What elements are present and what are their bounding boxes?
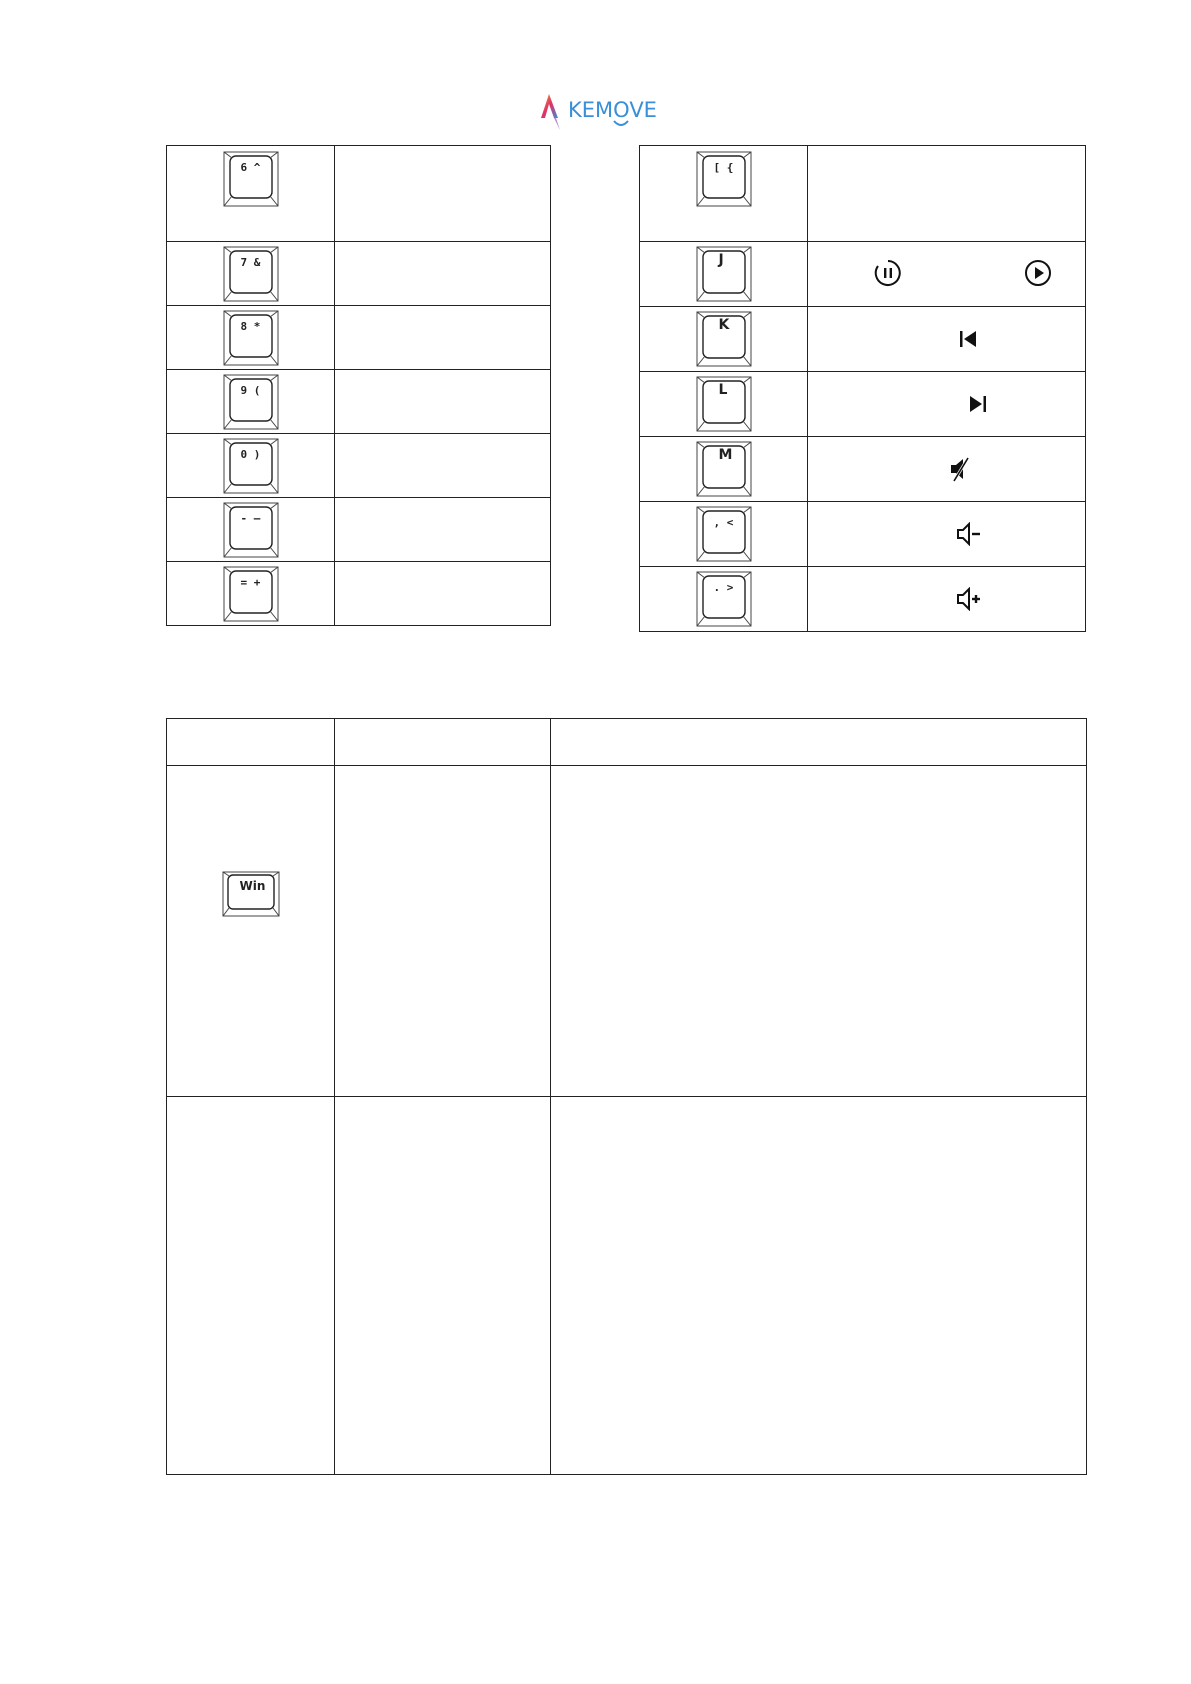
table-row (167, 562, 551, 626)
table-row (167, 370, 551, 434)
key-cell (640, 372, 808, 437)
key-cell (167, 242, 335, 306)
right-key-table (639, 145, 1086, 632)
kemove-logo-mark-icon (538, 92, 566, 132)
header-cell (551, 719, 1087, 766)
key-legend: 7 & (240, 255, 261, 269)
key-legend: , < (713, 516, 734, 529)
function-cell (808, 502, 1086, 567)
bottom-key-table (166, 718, 1087, 1475)
key-6-icon (223, 151, 279, 207)
table-row (167, 498, 551, 562)
logo-smile-mark (613, 120, 629, 128)
key-legend: M (718, 447, 733, 463)
previous-track-icon (958, 329, 978, 349)
table-row (640, 567, 1086, 632)
table-row (167, 434, 551, 498)
table-row (640, 146, 1086, 242)
table-row (640, 307, 1086, 372)
function-cell (335, 1097, 551, 1475)
function-cell (335, 146, 551, 242)
key-cell (640, 307, 808, 372)
brand-logo (538, 92, 658, 132)
key-legend: L (718, 382, 728, 398)
key-9-icon (223, 374, 279, 430)
key-8-icon (223, 310, 279, 366)
key-legend: 6 ^ (240, 160, 261, 174)
key-cell (640, 146, 808, 242)
key-l-icon (696, 376, 752, 432)
key-j-icon (696, 246, 752, 302)
table-header-row (167, 719, 1087, 766)
key-cell (167, 434, 335, 498)
volume-up-icon (956, 587, 982, 611)
function-cell (335, 766, 551, 1097)
table-row (167, 1097, 1087, 1475)
function-cell (335, 306, 551, 370)
key-legend: = + (240, 575, 261, 589)
table-row (640, 437, 1086, 502)
description-cell (551, 766, 1087, 1097)
table-row (167, 242, 551, 306)
table-row (167, 306, 551, 370)
left-key-table (166, 145, 551, 626)
key-cell (640, 502, 808, 567)
key-0-icon (223, 438, 279, 494)
description-cell (551, 1097, 1087, 1475)
table-row (640, 372, 1086, 437)
key-legend: - — (240, 511, 261, 525)
function-cell (335, 498, 551, 562)
table-row (640, 502, 1086, 567)
key-cell (167, 370, 335, 434)
next-track-icon (968, 394, 988, 414)
key-cell (167, 498, 335, 562)
function-cell (808, 242, 1086, 307)
key-legend: Win (239, 879, 266, 893)
key-minus-icon (223, 502, 279, 558)
play-icon (1023, 258, 1053, 288)
function-cell (808, 567, 1086, 632)
key-cell (167, 562, 335, 626)
key-cell (640, 242, 808, 307)
key-m-icon (696, 441, 752, 497)
key-legend: J (718, 252, 724, 268)
key-7-icon (223, 246, 279, 302)
header-cell (167, 719, 335, 766)
brand-name: KEMOVE (568, 98, 657, 122)
mute-icon (948, 456, 972, 482)
key-cell (640, 567, 808, 632)
key-legend: . > (713, 581, 734, 594)
key-legend: 9 ( (240, 383, 261, 397)
table-row (640, 242, 1086, 307)
table-row (167, 146, 551, 242)
key-legend: 8 * (240, 319, 261, 333)
function-cell (335, 434, 551, 498)
function-cell (335, 370, 551, 434)
key-comma-icon (696, 506, 752, 562)
key-cell (640, 437, 808, 502)
key-cell (167, 306, 335, 370)
key-k-icon (696, 311, 752, 367)
pause-icon (873, 258, 903, 288)
key-cell (167, 766, 335, 1097)
header-cell (335, 719, 551, 766)
volume-down-icon (956, 522, 982, 546)
key-legend: K (718, 317, 730, 333)
function-cell (808, 372, 1086, 437)
function-cell (335, 242, 551, 306)
function-cell (808, 307, 1086, 372)
function-cell (335, 562, 551, 626)
function-cell (808, 437, 1086, 502)
key-equals-icon (223, 566, 279, 622)
function-cell (808, 146, 1086, 242)
table-row (167, 766, 1087, 1097)
key-period-icon (696, 571, 752, 627)
key-legend: [ { (713, 160, 734, 174)
key-cell (167, 146, 335, 242)
key-cell (167, 1097, 335, 1475)
key-bracket-icon (696, 151, 752, 207)
key-legend: 0 ) (240, 447, 261, 461)
key-win-icon (222, 871, 280, 917)
